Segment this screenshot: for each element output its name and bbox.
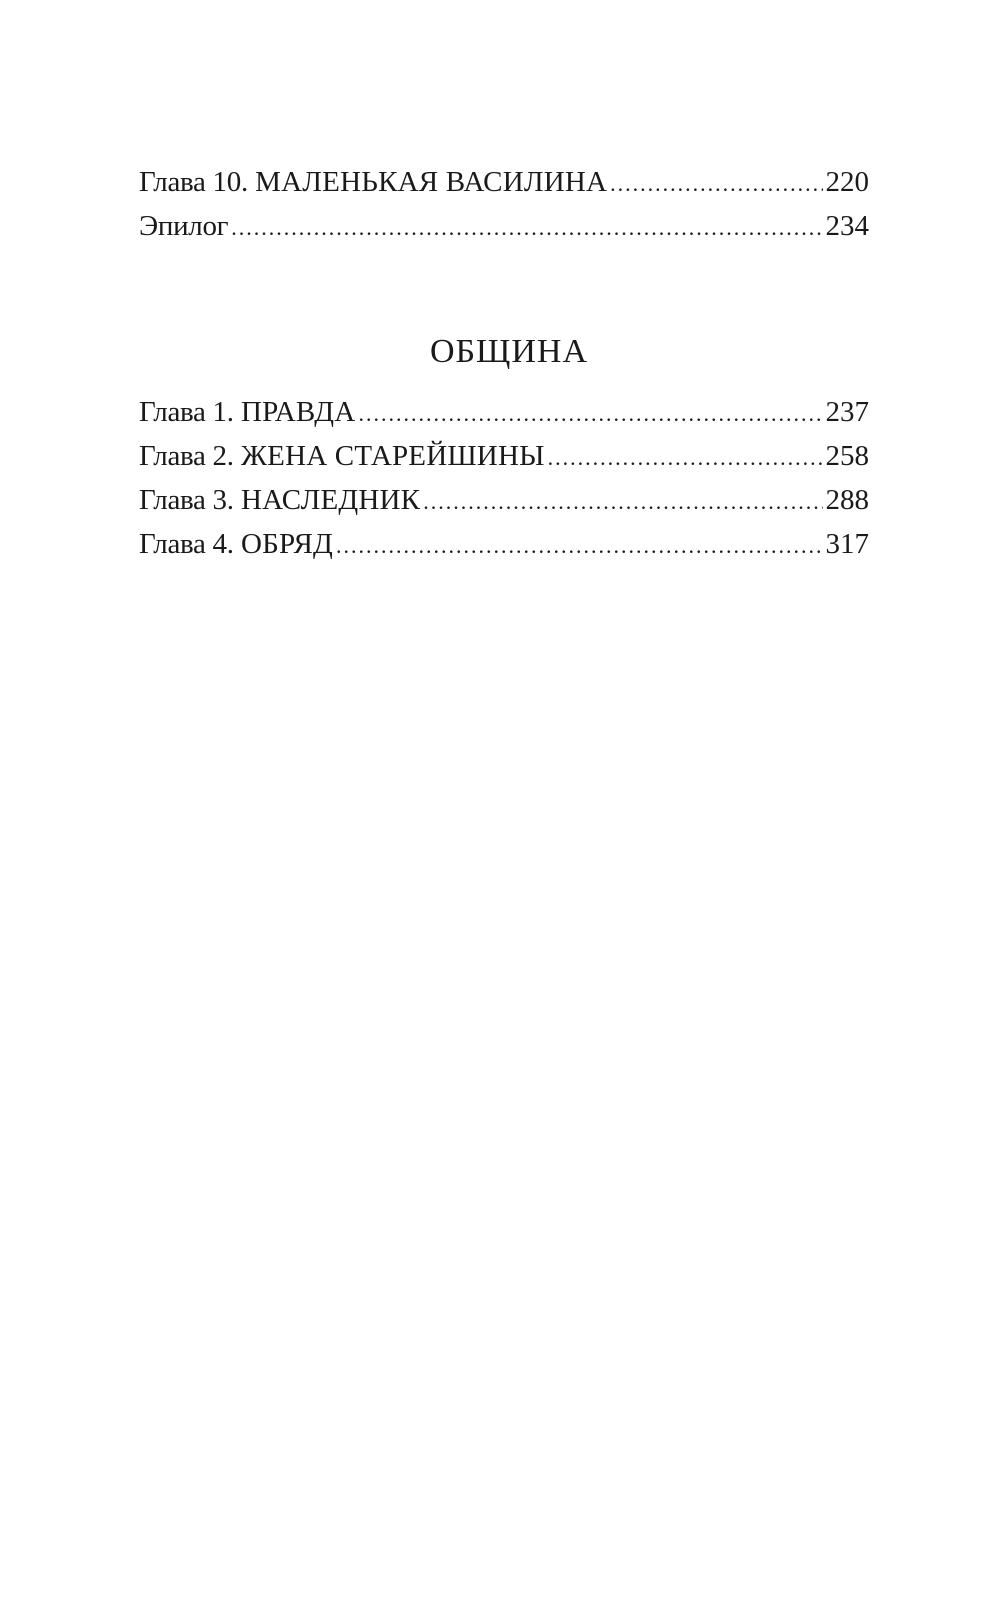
toc-page-number: 234 [825, 210, 869, 242]
toc-entry-label [139, 204, 228, 248]
toc-entry [139, 478, 869, 522]
toc-chapter-number: Эпилог [139, 210, 229, 242]
toc-dot-leader [231, 206, 822, 250]
toc-entry [139, 204, 869, 248]
toc-entry [139, 434, 869, 478]
toc-dot-leader [610, 162, 822, 206]
toc-dot-leader [548, 436, 823, 480]
table-of-contents [139, 160, 869, 566]
toc-dot-leader [423, 480, 822, 524]
toc-chapter-title: ПРАВДА [240, 396, 356, 428]
toc-dot-leader [336, 524, 823, 568]
toc-entry-label [139, 390, 355, 434]
toc-page-number: 237 [825, 396, 869, 428]
toc-entry-label [139, 478, 420, 522]
section-spacer [139, 248, 869, 324]
toc-chapter-title: ЖЕНА СТАРЕЙШИНЫ [240, 440, 545, 472]
toc-chapter-title: МАЛЕНЬКАЯ ВАСИЛИНА [255, 166, 608, 198]
toc-entry-label [139, 434, 545, 478]
toc-page-number: 220 [825, 166, 869, 198]
toc-chapter-number: Глава 3. [139, 484, 234, 516]
toc-entry [139, 390, 869, 434]
toc-page-number: 258 [825, 440, 869, 472]
toc-entry [139, 522, 869, 566]
toc-chapter-title: ОБРЯД [240, 528, 333, 560]
toc-chapter-number: Глава 1. [139, 396, 234, 428]
toc-chapter-number: Глава 4. [139, 528, 234, 560]
toc-entry [139, 160, 869, 204]
toc-page-number: 288 [825, 484, 869, 516]
toc-chapter-number: Глава 10. [139, 166, 248, 198]
toc-page-number: 317 [825, 528, 869, 560]
toc-entry-label [139, 160, 607, 204]
toc-chapter-title: НАСЛЕДНИК [240, 484, 421, 516]
toc-entry-label [139, 522, 333, 566]
toc-dot-leader [358, 392, 822, 436]
section-title: ОБЩИНА [429, 333, 589, 370]
toc-chapter-number: Глава 2. [139, 440, 234, 472]
